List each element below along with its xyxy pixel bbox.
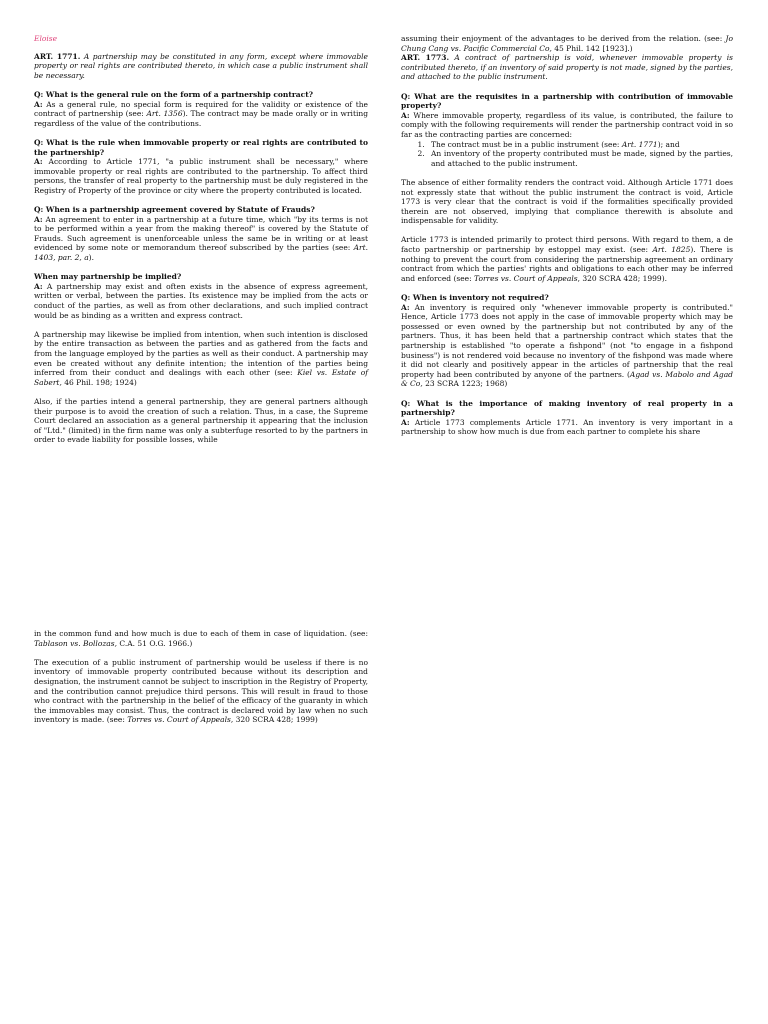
paragraph-text: The execution of a public instrument of partnership would be useless if there is no inventory of immovable property contributed because without its description and designation, the instrument cannot be subject to inscription in the Registry of Property, and the contribution cannot prejudice third persons. This will result in fraud to those who contract with the partnership in the belief of the efficacy of the guaranty in which the immovables may consist. Thus, the contract is declared void by law when no such inventory is made. (see: xyxy=(34,657,368,725)
paragraph-text: A partnership may likewise be implied from intention, when such intention is disclosed by the entire transaction as between the parties and as gathered from the facts and from the language employed by the parties as well as their conduct. A partnership may even be created without any definite intention; the intention of the parties being inferred from their conduct and dealings with each other (see: xyxy=(34,329,368,378)
article-label: ART. 1771. xyxy=(34,51,81,61)
left-column xyxy=(34,34,368,445)
paragraph-continuation xyxy=(401,34,733,53)
qa-statute-of-frauds xyxy=(34,205,368,263)
list-item-text: ); and xyxy=(657,139,680,149)
answer-text: As a general rule, no special form is required for the validity or existence of the contract of partnership (see: xyxy=(34,99,368,119)
paragraph-execution-public-instrument xyxy=(34,658,368,725)
article-text: A contract of partnership is void, whenever immovable property is contributed thereto, if an inventory of said property is not made, signed by the parties, and attached to the public instrument. xyxy=(401,53,733,82)
citation: Art. 1771 xyxy=(621,139,658,149)
article-label: ART. 1773. xyxy=(401,53,450,63)
article-1773 xyxy=(401,53,733,82)
list-item-text: The contract must be in a public instrument (see: xyxy=(431,139,620,149)
qa-inventory-importance xyxy=(401,399,733,437)
paragraph-text: , 320 SCRA 428; 1999) xyxy=(230,715,318,725)
answer-text: 23 SCRA 1223; 1968) xyxy=(425,379,508,389)
paragraph-intention xyxy=(34,330,368,388)
paragraph-text: Also, if the parties intend a general partnership, they are general partners although their purpose is to avoid the creation of such a relation. Thus, in a case, the Supreme Court declared an association as a general partnership it appearing that the inclusion of "Ltd." (limited) in the firm name was only a subterfuge resorted to by the partners in order to evade liability for possible losses, while xyxy=(34,396,368,445)
answer-label: A: xyxy=(34,281,43,291)
qa-immovable-property xyxy=(34,138,368,196)
article-text: A partnership may be constituted in any form, except where immovable property or real rights are contributed thereto, in which case a public instrument shall be necessary. xyxy=(34,51,368,80)
qa-requisites xyxy=(401,92,733,140)
paragraph-text: ). There is nothing to prevent the court from considering the partnership agreement an ordinary contract from which the parties' rights and obligations to each other may be inferred and enforced (see: xyxy=(401,245,734,283)
question: Q: When is inventory not required? xyxy=(401,293,549,303)
requisites-list xyxy=(401,140,733,169)
answer-label: A: xyxy=(34,214,43,224)
answer-text: Where immovable property, regardless of its value, is contributed, the failure to comply with the following requirements will render the partnership contract void in so far as the contracting parties are concerned: xyxy=(401,110,733,139)
qa-general-rule xyxy=(34,90,368,128)
left-column-continued xyxy=(34,629,368,725)
answer-text: According to Article 1771, "a public instrument shall be necessary," where immovable property or real rights are contributed to the partnership. To affect third persons, the transfer of real property to the partnership must be duly registered in the Registry of Property of the province or city where the property contributed is located. xyxy=(34,157,368,195)
paragraph-text: The absence of either formality renders the contract void. Although Article 1771 does not expressly state that without the public instrument the contract is void, Article 1773 is very clear that the contract is void if the formalities specifically provided therein are not observed, implying that compliance therewith is absolute and indispensable for validity. xyxy=(401,177,733,226)
question: Q: What is the importance of making inventory of real property in a partnership? xyxy=(401,398,733,418)
paragraph-common-fund xyxy=(34,629,368,648)
question: Q: When is a partnership agreement covered by Statute of Frauds? xyxy=(34,205,315,215)
paragraph-text: , 320 SCRA 428; 1999). xyxy=(577,273,668,283)
citation: Art. 1825 xyxy=(652,245,691,255)
qa-implied-partnership xyxy=(34,272,368,320)
author-name: Eloise xyxy=(34,34,58,43)
answer-label: A: xyxy=(34,99,43,109)
answer-label: A: xyxy=(401,302,410,312)
citation: Tablason vs. Bollozas, xyxy=(34,638,117,648)
paragraph-text: Article 1773 is intended primarily to protect third persons. With regard to them, a de facto partnership or partnership by estoppel may exist. (see: xyxy=(401,235,733,255)
citation: Art. 1403, par. 2, a xyxy=(34,243,368,263)
answer-text: An inventory is required only "whenever immovable property is contributed." Hence, Article 1773 does not apply in the case of immovable property which may be possessed or even owned by the partnership but not contributed by any of the partners. Thus, it has been held that a partnership contract which states that the partnership is established "to operate a fishpond" (not "to engage in a fishpond business") is not rendered void because no inventory of the fishpond was made where it did not clearly and positively appear in the articles of partnership that the real property had been contributed by anyone of the partners. ( xyxy=(401,302,733,379)
citation: Torres vs. Court of Appeals xyxy=(127,715,231,725)
list-item-text: An inventory of the property contributed must be made, signed by the parties, and attached to the public instrument. xyxy=(431,149,733,168)
paragraph-text: in the common fund and how much is due to each of them in case of liquidation. (see: xyxy=(34,629,368,638)
answer-label: A: xyxy=(401,417,410,427)
paragraph-general-partners xyxy=(34,397,368,445)
paragraph-third-persons xyxy=(401,235,733,283)
citation: Jo Chung Cang vs. Pacific Commercial Co, xyxy=(401,34,733,53)
question: Q: What is the rule when immovable property or real rights are contributed to the partnership? xyxy=(34,137,368,157)
citation: Kiel vs. Estate of Sabert, xyxy=(34,368,369,387)
paragraph-text: 45 Phil. 142 [1923].) xyxy=(554,43,633,53)
paragraph-text: 46 Phil. 198; 1924) xyxy=(64,377,137,387)
list-item xyxy=(427,149,733,168)
answer-label: A: xyxy=(34,157,43,167)
right-column xyxy=(401,34,733,437)
paragraph-absence-formality xyxy=(401,178,733,226)
paragraph-text: assuming their enjoyment of the advantages to be derived from the relation. (see: xyxy=(401,34,723,43)
answer-text: ). xyxy=(88,253,94,263)
answer-text: Article 1773 complements Article 1771. An inventory is very important in a partnership to show how much is due from each partner to complete his share xyxy=(401,417,733,437)
question: When may partnership be implied? xyxy=(34,272,182,282)
answer-text: An agreement to enter in a partnership at a future time, which "by its terms is not to be performed within a year from the making thereof" is covered by the Statute of Frauds. Such agreement is unenforceable unless the same be in writing or at least evidenced by some note or memorandum thereof subscribed by the parties (see: xyxy=(34,214,368,253)
answer-text: ). The contract may be made orally or in writing regardless of the value of the contributions. xyxy=(34,109,368,128)
citation: Agad vs. Mabolo and Agad & Co, xyxy=(401,369,733,389)
question: Q: What are the requisites in a partnership with contribution of immovable property? xyxy=(401,91,733,111)
answer-label: A: xyxy=(401,110,410,120)
paragraph-text: C.A. 51 O.G. 1966.) xyxy=(119,638,193,648)
article-1771 xyxy=(34,52,368,81)
question: Q: What is the general rule on the form of a partnership contract? xyxy=(34,89,314,99)
list-item xyxy=(427,140,733,150)
citation: Art. 1356 xyxy=(146,109,183,119)
citation: Torres vs. Court of Appeals xyxy=(474,273,578,283)
answer-text: A partnership may exist and often exists in the absence of express agreement, written or verbal, between the parties. Its existence may be implied from the acts or conduct of the parties, as well as from other declarations, and such implied contract would be as binding as a written and express contract. xyxy=(34,281,368,320)
qa-inventory-not-required xyxy=(401,293,733,389)
